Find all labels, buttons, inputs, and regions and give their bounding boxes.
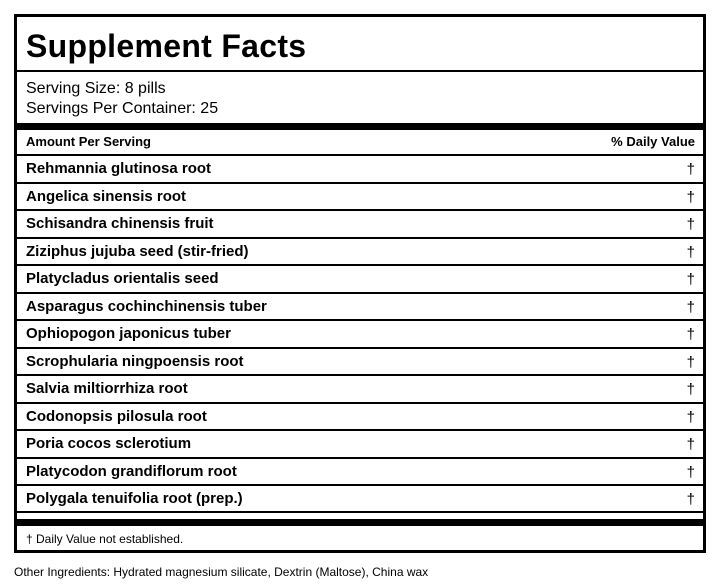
ingredient-row: [17, 237, 703, 265]
dagger-mark: †: [686, 326, 695, 343]
ingredient-name: Scrophularia ningpoensis root: [26, 352, 244, 370]
dagger-mark: †: [686, 408, 695, 426]
ingredient-row: [17, 209, 703, 237]
ingredient-row: [17, 402, 703, 430]
ingredient-row: [17, 484, 703, 512]
ingredient-name: Codonopsis pilosula root: [26, 407, 207, 425]
panel-title: Supplement Facts: [26, 28, 307, 64]
title-divider: [17, 70, 703, 72]
ingredient-name: Asparagus cochinchinensis tuber: [26, 297, 267, 315]
dagger-mark: †: [686, 271, 695, 288]
list-end-divider: [17, 511, 703, 513]
serving-divider: [17, 123, 703, 130]
supplement-facts-panel: [14, 14, 706, 553]
ingredient-name: Ophiopogon japonicus tuber: [26, 325, 231, 342]
dagger-mark: †: [686, 463, 695, 481]
dagger-mark: †: [686, 161, 695, 178]
ingredient-row: [17, 429, 703, 457]
ingredient-row: [17, 182, 703, 210]
dagger-mark: †: [686, 353, 695, 371]
ingredient-row: [17, 154, 703, 182]
dagger-mark: †: [686, 243, 695, 261]
ingredient-row: [17, 319, 703, 347]
ingredient-name: Platycodon grandiflorum root: [26, 462, 237, 480]
other-ingredients: Other Ingredients: Hydrated magnesium silicate, Dextrin (Maltose), China wax: [14, 565, 429, 579]
ingredient-list: [17, 154, 703, 512]
ingredient-row: [17, 347, 703, 375]
servings-per-container: Servings Per Container: 25: [26, 100, 219, 117]
ingredient-row: [17, 264, 703, 292]
ingredient-name: Platycladus orientalis seed: [26, 270, 219, 287]
ingredient-name: Salvia miltiorrhiza root: [26, 380, 188, 397]
ingredient-row: [17, 292, 703, 320]
ingredient-name: Poria cocos sclerotium: [26, 435, 192, 452]
ingredient-name: Rehmannia glutinosa root: [26, 160, 212, 177]
dagger-mark: †: [686, 216, 695, 233]
serving-size: Serving Size: 8 pills: [26, 80, 166, 97]
ingredient-name: Ziziphus jujuba seed (stir-fried): [26, 242, 249, 260]
dagger-mark: †: [686, 491, 695, 508]
daily-value-footnote: † Daily Value not established.: [26, 532, 184, 546]
dagger-mark: †: [686, 436, 695, 453]
daily-value-header: % Daily Value: [611, 134, 695, 149]
ingredient-row: [17, 457, 703, 485]
ingredient-row: [17, 374, 703, 402]
ingredient-name: Schisandra chinensis fruit: [26, 215, 214, 232]
ingredient-name: Polygala tenuifolia root (prep.): [26, 490, 243, 507]
footnote-divider: [17, 519, 703, 526]
amount-per-serving-header: Amount Per Serving: [26, 134, 151, 149]
dagger-mark: †: [686, 188, 695, 206]
ingredient-name: Angelica sinensis root: [26, 187, 187, 205]
dagger-mark: †: [686, 381, 695, 398]
dagger-mark: †: [686, 298, 695, 316]
